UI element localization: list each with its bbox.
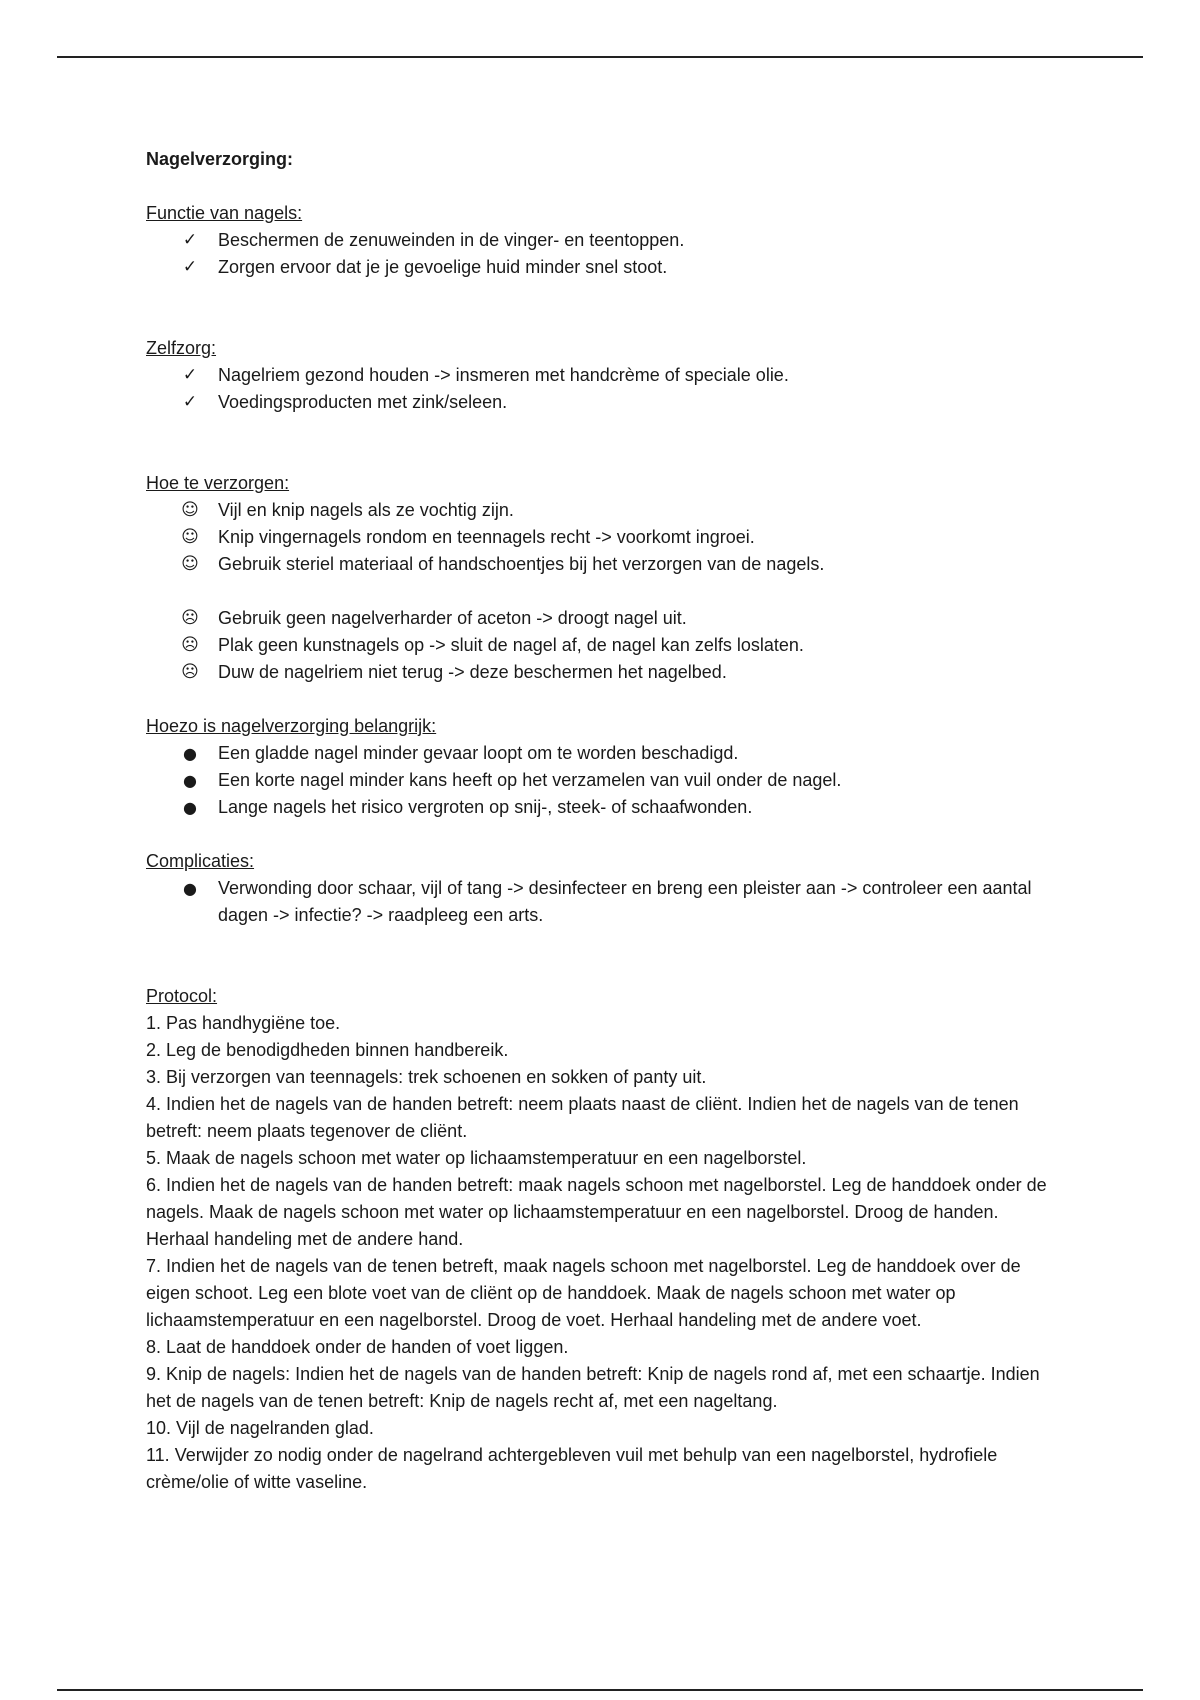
list-item xyxy=(146,605,1066,632)
frown-icon: ☹ xyxy=(181,662,199,682)
bullet-icon: ● xyxy=(183,744,197,763)
checkmark-icon: ✓ xyxy=(182,392,198,412)
protocol-step: 8. Laat de handdoek onder de handen of voet liggen. xyxy=(146,1337,569,1357)
list-item xyxy=(146,497,1066,524)
protocol-step: 1. Pas handhygiëne toe. xyxy=(146,1013,341,1033)
protocol-step: 9. Knip de nagels: Indien het de nagels van de handen betreft: Knip de nagels rond af, met een schaartje. Indien het de nagels van de tenen betreft: Knip de nagels recht af, met een nageltang. xyxy=(146,1364,1040,1411)
belang-list xyxy=(146,740,1066,821)
list-item xyxy=(146,254,1066,281)
list-item xyxy=(146,767,1066,794)
list-item-text: Beschermen de zenuweinden in de vinger- en teentoppen. xyxy=(218,230,685,250)
list-item-text: Gebruik steriel materiaal of handschoentjes bij het verzorgen van de nagels. xyxy=(218,554,825,574)
protocol-step: 2. Leg de benodigdheden binnen handbereik. xyxy=(146,1040,509,1060)
verzorgen-dont-list xyxy=(146,605,1066,686)
section-heading-zelfzorg: Zelfzorg: xyxy=(146,338,217,358)
protocol-step: 6. Indien het de nagels van de handen betreft: maak nagels schoon met nagelborstel. Leg de handdoek onder de nagels. Maak de nagels schoon met water op lichaamstemperatuur en een nagelborstel. Droog de handen. Herhaal handeling met de andere hand. xyxy=(146,1175,1047,1249)
list-item xyxy=(146,389,1066,416)
protocol-step: 4. Indien het de nagels van de handen betreft: neem plaats naast de cliënt. Indien het de nagels van de tenen betreft: neem plaats tegenover de cliënt. xyxy=(146,1094,1019,1141)
smiley-icon: ☺ xyxy=(181,527,199,547)
frown-icon: ☹ xyxy=(181,608,199,628)
list-item-text: Nagelriem gezond houden -> insmeren met handcrème of speciale olie. xyxy=(218,365,789,385)
functie-list xyxy=(146,227,1066,281)
list-item-text: Voedingsproducten met zink/seleen. xyxy=(218,392,508,412)
document-body xyxy=(146,146,1066,1496)
list-item xyxy=(146,524,1066,551)
footer-rule xyxy=(57,1689,1143,1691)
bullet-icon: ● xyxy=(183,798,197,817)
frown-icon: ☹ xyxy=(181,635,199,655)
section-heading-protocol: Protocol: xyxy=(146,986,218,1006)
protocol-step: 5. Maak de nagels schoon met water op lichaamstemperatuur en een nagelborstel. xyxy=(146,1148,807,1168)
checkmark-icon: ✓ xyxy=(182,230,198,250)
section-heading-functie: Functie van nagels: xyxy=(146,203,303,223)
section-heading-complicaties: Complicaties: xyxy=(146,851,255,871)
list-item-text: Duw de nagelriem niet terug -> deze beschermen het nagelbed. xyxy=(218,662,727,682)
protocol-step: 3. Bij verzorgen van teennagels: trek schoenen en sokken of panty uit. xyxy=(146,1067,707,1087)
list-item-text: Plak geen kunstnagels op -> sluit de nagel af, de nagel kan zelfs loslaten. xyxy=(218,635,804,655)
list-item-text: Verwonding door schaar, vijl of tang -> desinfecteer en breng een pleister aan -> controleer een aantal dagen -> infectie? -> raadpleeg een arts. xyxy=(218,878,1032,925)
list-item-text: Lange nagels het risico vergroten op snij-, steek- of schaafwonden. xyxy=(218,797,753,817)
list-item xyxy=(146,875,1066,929)
list-item xyxy=(146,632,1066,659)
list-item-text: Knip vingernagels rondom en teennagels recht -> voorkomt ingroei. xyxy=(218,527,755,547)
checkmark-icon: ✓ xyxy=(182,257,198,277)
list-item-text: Een korte nagel minder kans heeft op het verzamelen van vuil onder de nagel. xyxy=(218,770,842,790)
bullet-icon: ● xyxy=(183,771,197,790)
section-heading-verzorgen: Hoe te verzorgen: xyxy=(146,473,290,493)
bullet-icon: ● xyxy=(183,879,197,898)
document-title: Nagelverzorging: xyxy=(146,149,294,169)
protocol-step: 7. Indien het de nagels van de tenen betreft, maak nagels schoon met nagelborstel. Leg de handdoek over de eigen schoot. Leg een blote voet van de cliënt op de handdoek. Maak de nagels schoon met water op lichaamstemperatuur en een nagelborstel. Droog de voet. Herhaal handeling met de andere voet. xyxy=(146,1256,1021,1330)
list-item-text: Gebruik geen nagelverharder of aceton -> droogt nagel uit. xyxy=(218,608,687,628)
list-item-text: Vijl en knip nagels als ze vochtig zijn. xyxy=(218,500,514,520)
protocol-step: 10. Vijl de nagelranden glad. xyxy=(146,1418,374,1438)
list-item xyxy=(146,794,1066,821)
list-item xyxy=(146,740,1066,767)
smiley-icon: ☺ xyxy=(181,554,199,574)
verzorgen-do-list xyxy=(146,497,1066,578)
complicaties-list xyxy=(146,875,1066,929)
list-item-text: Een gladde nagel minder gevaar loopt om te worden beschadigd. xyxy=(218,743,739,763)
list-item xyxy=(146,362,1066,389)
list-item xyxy=(146,659,1066,686)
protocol-steps xyxy=(146,1010,1066,1496)
header-rule xyxy=(57,56,1143,58)
protocol-step: 11. Verwijder zo nodig onder de nagelrand achtergebleven vuil met behulp van een nagelborstel, hydrofiele crème/olie of witte vaseline. xyxy=(146,1445,998,1492)
section-heading-belang: Hoezo is nagelverzorging belangrijk: xyxy=(146,716,437,736)
checkmark-icon: ✓ xyxy=(182,365,198,385)
list-item-text: Zorgen ervoor dat je je gevoelige huid minder snel stoot. xyxy=(218,257,668,277)
smiley-icon: ☺ xyxy=(181,500,199,520)
list-item xyxy=(146,227,1066,254)
zelfzorg-list xyxy=(146,362,1066,416)
list-item xyxy=(146,551,1066,578)
